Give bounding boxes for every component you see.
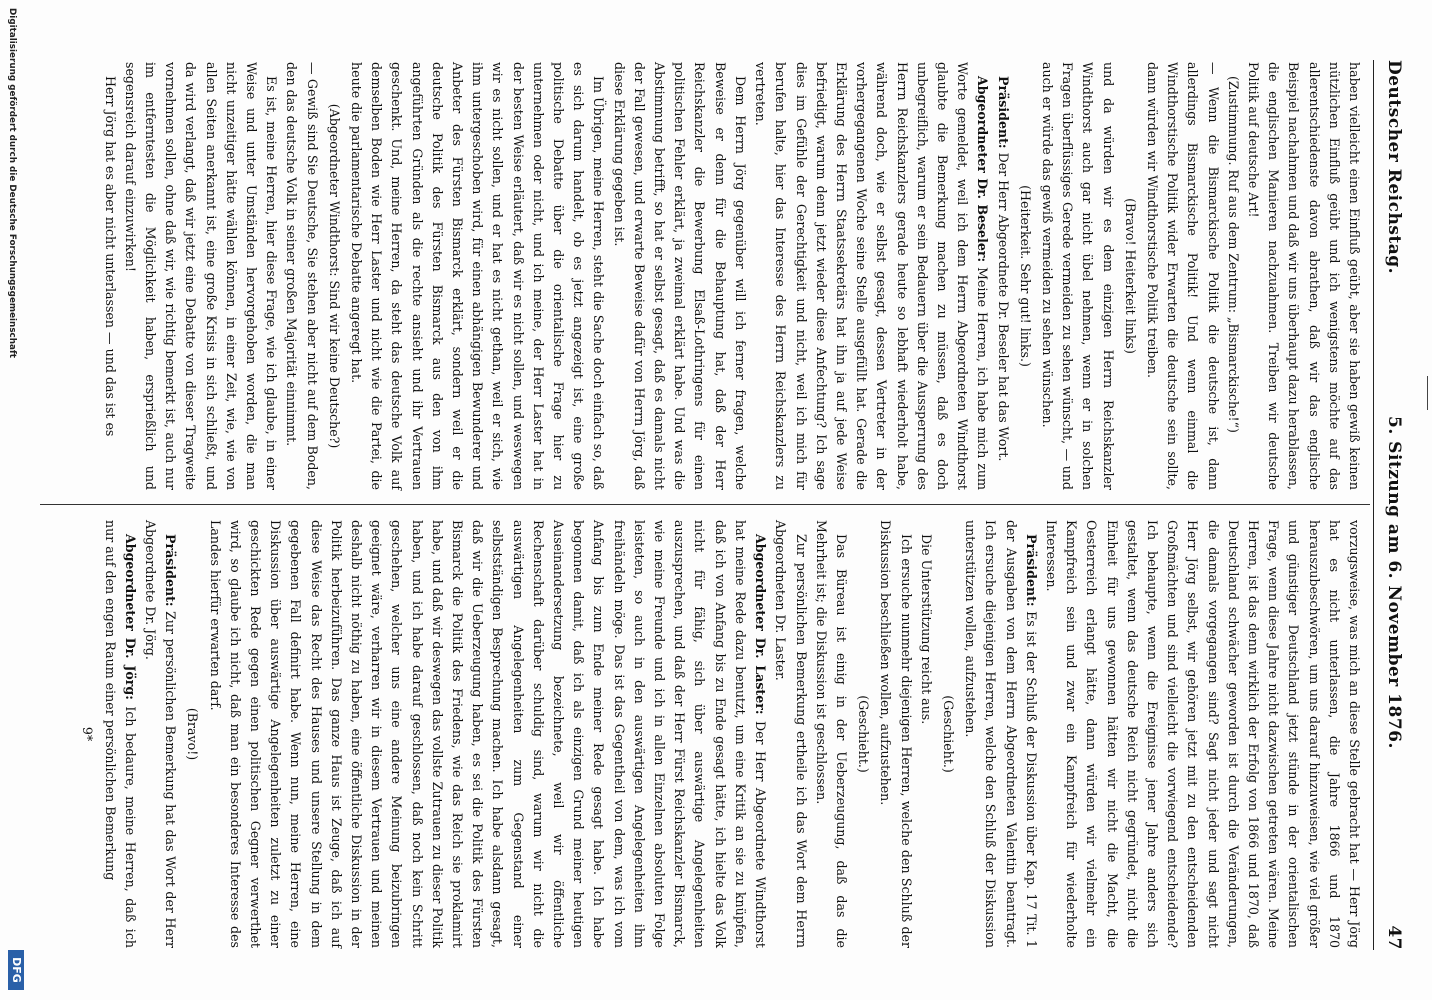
stage-direction	[853, 520, 873, 948]
header-session-date: 5. Sitzung am 6. November 1876.	[1384, 416, 1404, 749]
stage-direction	[324, 62, 344, 490]
speech-paragraph	[99, 520, 139, 948]
paragraph	[811, 520, 851, 948]
paragraph	[281, 62, 321, 490]
top-mark	[1427, 376, 1428, 410]
paragraph-text: — Wenn die Bismarckische Politik die deutsche ist, dann allerdings Bismarckische Politik! Und wenn einmal die Windthorstische Politik wider Erwarten die deutsche sein sollte, dann würden wir Windthorstische Politik treiben.	[1144, 62, 1221, 490]
paragraph-text: (Bravo!)	[185, 707, 201, 761]
paragraph-text: haben vielleicht einen Einfluß geübt, aber sie haben gewiß keinen nützlichen Einfluß geübt und ich wenigstens möchte auf das allerentschiedenste davon abrathen, daß wir das englische Beispiel nachahmen und daß wir uns überhaupt dazu herablassen, die englischen Manieren nachzuahmen. Treiben wir deutsche Politik auf deutsche Art!	[1245, 62, 1362, 490]
paragraph-text: und da würden wir es dem einzigen Herrn Reichskanzler Windthorst auch gar nicht übel nehmen, wenn er in solchen Fragen überflüssiges Gerede vermeiden zu sehen wünscht, — und auch er würde das gewiß vermeiden zu sehen wünschen.	[1039, 62, 1116, 490]
speech-paragraph	[960, 520, 1041, 948]
speaker-name: Präsident:	[995, 76, 1011, 149]
left-column	[99, 62, 1364, 490]
paragraph	[1223, 62, 1243, 490]
paragraph-text: Der Herr Abgeordnete Dr. Beseler hat das Wort.	[995, 152, 1011, 462]
paragraph-text: Die Unterstützung reicht aus.	[918, 534, 934, 725]
paragraph	[916, 520, 936, 948]
stage-direction	[1015, 62, 1035, 490]
paragraph-text: Das Büreau ist einig in der Ueberzeugung, daß das die Mehrheit ist; die Diskussion ist geschlossen.	[813, 520, 849, 948]
paragraph-text: Es ist der Schluß der Diskussion über Kap. 17 Tit. 1 der Ausgaben von dem Herrn Abgeordneten Valentin beantragt. Ich ersuche diejenigen Herren, welche den Schluß der Diskussion unterstützen wollen, aufzustehen.	[963, 520, 1039, 948]
paragraph	[1142, 62, 1223, 490]
speech-paragraph	[140, 520, 180, 948]
paragraph-text: Ich bedaure, meine Herren, daß ich nur auf den engen Raum einer persönlichen Bemerkung	[102, 520, 138, 948]
paragraph-text: Es ist, meine Herren, hier diese Frage, wie ich glaube, in einer Weise und unter Umständen hervorgehoben worden, die man nicht unzeitiger hätte wählen können, in einer Zeit, wie, wie von allen Seiten anerkannt ist, eine große Krisis in sich schließt, und da wird verlangt, daß wir jetzt eine Debatte von dieser Tragweite vornehmen sollen, ohne daß wir, wie richtig bemerkt ist, auch nur im entferntesten die Möglichkeit haben, ersprießlich und segensreich darauf einzuwirken!	[122, 62, 280, 490]
speaker-name: Präsident:	[1023, 534, 1039, 607]
right-column	[75, 520, 1364, 948]
paragraph-text: Dem Herrn Jörg gegenüber will ich ferner fragen, welche Beweise er denn für die Behauptung hat, daß der Herr Reichskanzler die Bewerbung Elsaß-Lothringens für einen politischen Fehler erklärt, ja zweimal erklärt habe. Und was die Abstimmung betrifft, so hat er selbst gesagt, daß es damals nicht der Fall gewesen, und erwarte Beweise dafür von Herrn Jörg, daß diese Erklärung gegeben ist.	[611, 62, 748, 490]
stage-direction	[77, 520, 97, 948]
paragraph-text: Zur persönlichen Bemerkung ertheile ich das Wort dem Herrn Abgeordneten Dr. Laster.	[773, 520, 809, 948]
paragraph	[875, 520, 915, 948]
header-journal-title: Deutscher Reichstag.	[1384, 60, 1404, 275]
paragraph	[120, 62, 282, 490]
paragraph	[770, 520, 810, 948]
header-page-number: 47	[1384, 925, 1404, 950]
speech-paragraph	[204, 520, 770, 948]
paragraph-text: (Bravo! Heiterkeit links)	[1122, 198, 1138, 354]
speaker-name: Abgeordneter Dr. Jörg:	[122, 534, 138, 700]
paragraph-text: Meine Herren, ich habe mich zum Worte gemeldet, weil ich dem Herrn Abgeordneten Windthorst glaubte die Bemerkung machen zu müssen, daß es doch unbegreiflich, warum er sein Bedauern über die Aussperrung des Herrn Reichskanzlers gerade heute so lebhaft wiederholt habe, während doch, wie er selbst gesagt, dessen Vertreter in der vorhergegangenen Woche seine Stelle ausgefüllt hat. Gerade die Erklärung des Herrn Staatssekretärs hat ihn ja auf jede Weise befriedigt, warum denn jetzt wieder diese Anfechtung? Ich sage dies im Gefühle der Gerechtigkeit und nicht, weil ich mich für berufen halte, hier das Interesse des Herrn Reichskanzlers zu vertreten.	[753, 62, 991, 490]
paragraph	[1243, 62, 1364, 490]
stage-direction	[1120, 62, 1140, 490]
paragraph-text: Herr Jörg hat es aber nicht unterlassen — und das ist es	[102, 76, 118, 437]
paragraph	[346, 62, 609, 490]
stage-direction	[182, 520, 202, 948]
paragraph-text: (Heiterkeit. Sehr gut! links.)	[1017, 185, 1033, 367]
speaker-name: Abgeordneter Dr. Beseler:	[975, 76, 991, 263]
paragraph-text: Der Herr Abgeordnete Windthorst hat meine Rede dazu benutzt, um eine Kritik an sie zu knüpfen, daß ich von Anfang bis zu Ende gesagt hätte, ich hielte das Volk nicht für fähig, sich über auswärtige Angelegenheiten auszusprechen, und daß der Herr Fürst Reichskanzler Bismarck, wie meine Freunde und ich in allen Einzelnen absoluten Folge leisteten, so auch in den auswärtigen Angelegenheiten ihm freihändeln möge. Das ist das Gegentheil von dem, was ich vom Anfang bis zum Ende meiner Rede gesagt habe. Ich habe begonnen damit, daß ich als einzigen Grund meiner heutigen Auseinandersetzung bezeichnete, weil wir öffentliche Rechenschaft darüber schuldig sind, warum wir nicht die auswärtigen Angelegenheiten zum Gegenstand einer selbstständigen Besprechung machen. Ich habe alsdann gesagt, daß wir die Ueberzeugung haben, es sei die Politik des Fürsten Bismarck die Politik des Friedens, wie das Reich sie proklamirt habe, und daß wir deswegen das vollste Zutrauen zu dieser Politik haben, und ich habe darauf geschlossen, daß noch kein Schritt geschehen, welcher uns eine andere Meinung beizubringen geeignet wäre, verharren wir in diesem Vertrauen und meinen deshalb nicht nöthig zu haben, eine öffentliche Diskussion in der Politik herbeizuführen. Das ganze Haus ist Zeuge, daß ich auf diese Weise das Recht des Hauses und unsere Stellung in dem gegebenen Fall definirt habe. Wenn nun, meine Herren, eine Diskussion über auswärtige Angelegenheiten zuletzt zu einer geschickten Rede gegen einen politischen Gegner verwerthet wird, so glaube ich nicht, daß man ein besonderes Interesse des Landes hierfür erwarten darf.	[207, 520, 769, 948]
paragraph-text: (Abgeordneter Windthorst: Sind wir keine Deutsche?)	[326, 103, 342, 449]
paragraph-text: 9*	[80, 726, 96, 742]
paragraph	[1037, 62, 1118, 490]
paragraph	[99, 62, 119, 490]
paragraph-text: Zur persönlichen Bemerkung hat das Wort der Herr Abgeordnete Dr. Jörg.	[143, 520, 179, 948]
paragraph-text: — Gewiß sind Sie Deutsche, Sie stehen aber nicht auf dem Boden, den das deutsche Volk in seiner großen Majorität einnimmt.	[284, 62, 320, 490]
speech-paragraph	[992, 62, 1012, 490]
speaker-name: Abgeordneter Dr. Laster:	[753, 534, 769, 715]
paragraph	[608, 62, 749, 490]
speech-paragraph	[750, 62, 992, 490]
dfg-logo: DFG	[8, 950, 24, 990]
header-rule	[1373, 60, 1374, 950]
paragraph-text: (Zustimmung. Ruf aus dem Zentrum: „Bismarckische!“)	[1225, 76, 1241, 433]
paragraph-text: (Geschieht.)	[856, 695, 872, 773]
paragraph-text: Ich ersuche nunmehr diejenigen Herren, welche den Schluß der Diskussion beschließen wollen, aufzustehen.	[878, 520, 914, 948]
paragraph-text: Im Übrigen, meine Herren, steht die Sache doch einfach so, daß es sich darum handelt, ob es jetzt angezeigt ist, eine große politische Debatte über die orientalische Frage hier zu unternehmen oder nicht, und ich meine, der Herr Laster hat in der besten Weise erläutert, daß wir es nicht sollen, und weswegen wir es nicht sollen, und er hat es nicht gethan, weil er sich, wie ihm untergeschoben wird, für einen abhängigen Bewunderer und Anbeter des Fürsten Bismarck erklärt, sondern weil er die deutsche Politik des Fürsten Bismarck aus den von ihm angeführten Gründen als die rechte ansieht und ihr Vertrauen geschenkt. Und, meine Herren, da steht das deutsche Volk auf demselben Boden wie Herr Laster und nicht wie die Partei, die heute die parlamentarische Debatte angeregt hat.	[349, 62, 607, 490]
running-header	[1378, 60, 1404, 950]
paragraph-text: vorzugsweise, was mich an diese Stelle gebracht hat — Herr Jörg hat es nicht unterlassen, die Jahre 1866 und 1870 herauszubeschwören, um uns darauf hinzuweisen, wie viel größer und günstiger Deutschland jetzt stünde in der orientalischen Frage, wenn diese Jahre nicht dazwischen getreten wären. Meine Herren, ist das denn wirklich der Erfolg von 1866 und 1870, daß Deutschland schwächer geworden ist durch die Veränderungen, die damals vorgegangen sind? Sagt nicht jeder und sagt nicht Herr Jörg selbst, wir gehören jetzt mit zu den entscheidenden Großmächten und sind vielleicht die vorwiegend entscheidende? Ich behaupte, wenn die Ereignisse jener Jahre anders sich gestaltet, wenn das deutsche Reich nicht gegründet, nicht die Einheit für uns gewonnen hätten wir nicht die Macht, die Oesterreich erlangt hätte, dann würden wir vielmehr ein Kampfreich sein und zwar ein Kampfreich für wiederholte Interessen.	[1043, 520, 1362, 948]
paragraph	[1041, 520, 1364, 948]
speaker-name: Präsident:	[163, 534, 179, 607]
column-divider	[40, 504, 1370, 505]
paragraph-text: (Geschieht.)	[940, 695, 956, 773]
stage-direction	[938, 520, 958, 948]
digitization-stamp: Digitalisierung gefördert durch die Deutsche Forschungsgemeinschaft	[7, 8, 17, 359]
